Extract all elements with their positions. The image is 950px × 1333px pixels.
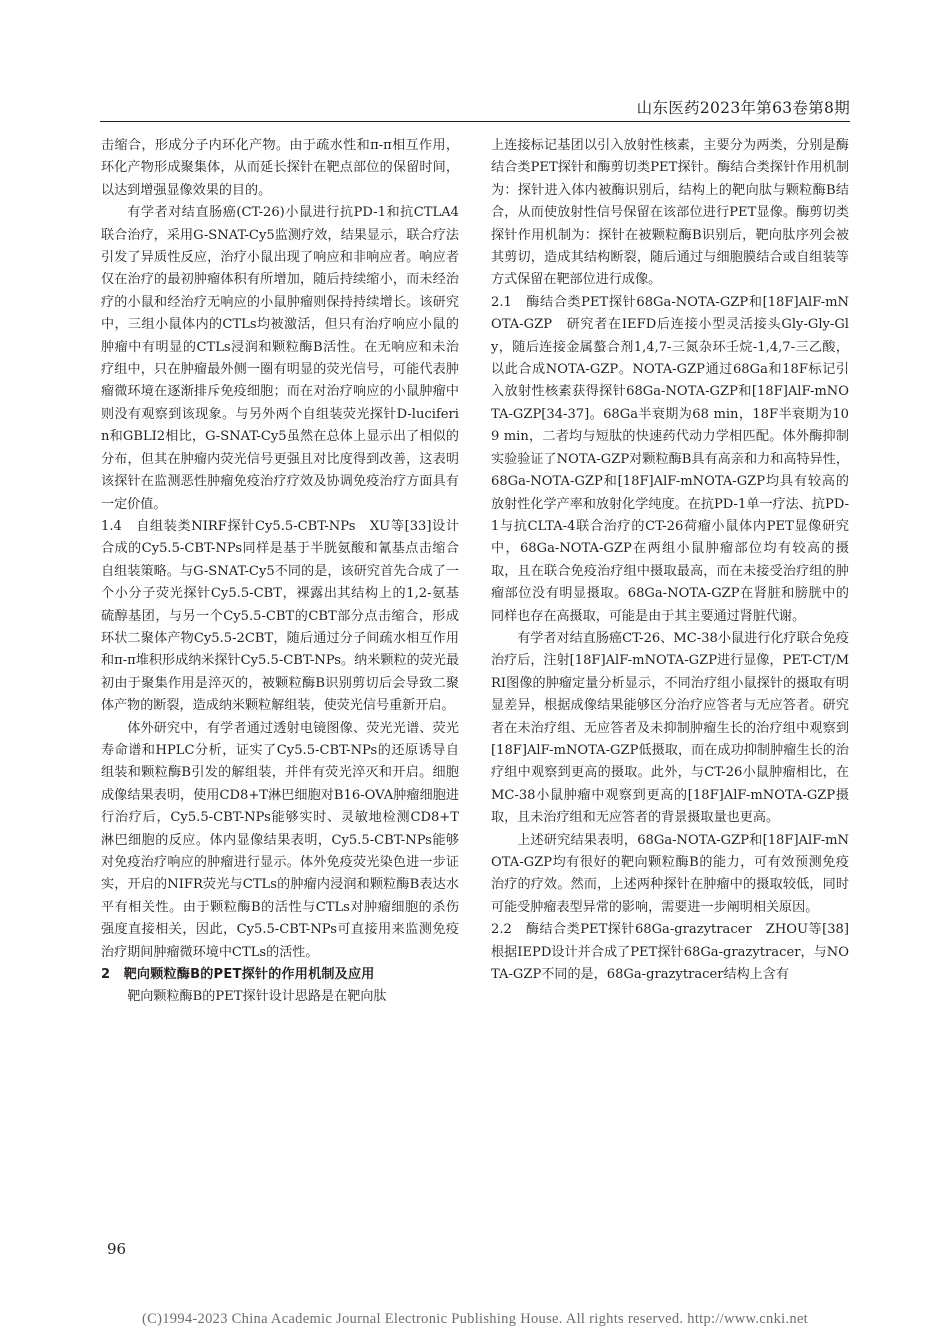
left-column xyxy=(101,135,459,1009)
paragraph: 上述研究结果表明，68Ga-NOTA-GZP和[18F]AlF-mNOTA-GZP均有很好的靶向颗粒酶B的能力，可有效预测免疫治疗的疗效。然而，上述两种探针在肿瘤中的摄取较低，同时可能受肿瘤表型异常的影响，需要进一步阐明相关原因。 xyxy=(491,832,849,915)
section-2-1: 2.1 酶结合类PET探针68Ga-NOTA-GZP和[18F]AlF-mNOTA-GZP 研究者在IEFD后连接小型灵活接头Gly-Gly-Gly，随后连接金属螯合剂1,4,7-三氮杂环壬烷-1,4,7-三乙酸，以此合成NOTA-GZP。NOTA-GZP通过68Ga和18F标记引入放射性核素获得探针68Ga-NOTA-GZP和[18F]AlF-mNOTA-GZP[34-37]。68Ga半衰期为68 min，18F半衰期为109 min，二者均与短肽的快速药代动力学相匹配。体外酶抑制实验验证了NOTA-GZP对颗粒酶B具有高亲和力和高特异性，68Ga-NOTA-GZP和[18F]AlF-mNOTA-GZP均具有较高的放射性化学产率和放射化学纯度。在抗PD-1单一疗法、抗PD-1与抗CLTA-4联合治疗的CT-26荷瘤小鼠体内PET显像研究中，68Ga-NOTA-GZP在两组小鼠肿瘤部位均有较高的摄取，且在联合免疫治疗组中摄取最高，而在未接受治疗组的肿瘤部位没有明显摄取。68Ga-NOTA-GZP在肾脏和膀胱中的同样也存在高摄取，可能是由于其主要通过肾脏代谢。 xyxy=(491,294,849,624)
journal-header: 山东医药2023年第63卷第8期 xyxy=(636,99,850,117)
paragraph: 靶向颗粒酶B的PET探针设计思路是在靶向肽 xyxy=(127,989,387,1005)
paragraph: 有学者对结直肠癌(CT-26)小鼠进行抗PD-1和抗CTLA4联合治疗，采用G-SNAT-Cy5监测疗效，结果显示，联合疗法引发了异质性反应，治疗小鼠出现了响应和非响应者。响应者仅在治疗的最初肿瘤体积有所增加，随后持续缩小，而未经治疗的小鼠和经治疗无响应的小鼠肿瘤则保持持续增长。该研究中，三组小鼠体内的CTLs均被激活，但只有治疗响应小鼠的肿瘤中有明显的CTLs浸润和颗粒酶B活性。在无响应和未治疗组中，只在肿瘤最外侧一圈有明显的荧光信号，可能代表肿瘤微环境在逐渐排斥免疫细胞；而在对治疗响应的小鼠肿瘤中则没有观察到该现象。与另外两个自组装荧光探针D-luciferin和GBLI2相比，G-SNAT-Cy5虽然在总体上显示出了相似的分布，但其在肿瘤内荧光信号更强且对比度得到改善，这表明该探针在监测恶性肿瘤免疫治疗疗效及协调免疫治疗方面具有一定价值。 xyxy=(101,205,459,512)
paragraph: 有学者对结直肠癌CT-26、MC-38小鼠进行化疗联合免疫治疗后，注射[18F]AlF-mNOTA-GZP进行显像，PET-CT/MRI图像的肿瘤定量分析显示，不同治疗组小鼠探针的摄取有明显差异，根据成像结果能够区分治疗应答者与无应答者。研究者在未治疗组、无应答者及未抑制肿瘤生长的治疗组中观察到[18F]AlF-mNOTA-GZP低摄取，而在成功抑制肿瘤生长的治疗组中观察到更高的摄取。此外，与CT-26小鼠肿瘤相比，在MC-38小鼠肿瘤中观察到更高的[18F]AlF-mNOTA-GZP摄取，且未治疗组和无应答者的背景摄取量也更高。 xyxy=(491,630,849,826)
section-2-heading: 2 靶向颗粒酶B的PET探针的作用机制及应用 xyxy=(101,967,375,983)
section-1-4: 1.4 自组装类NIRF探针Cy5.5-CBT-NPs XU等[33]设计合成的Cy5.5-CBT-NPs同样是基于半胱氨酸和氰基点击缩合自组装策略。与G-SNAT-Cy5不同的是，该研究首先合成了一个小分子荧光探针Cy5.5-CBT，裸露出其结构上的1,2-氨基硫醇基团，与另一个Cy5.5-CBT的CBT部分点击缩合，形成环状二聚体产物Cy5.5-2CBT，随后通过分子间疏水相互作用和π-π堆积形成纳米探针Cy5.5-CBT-NPs。纳米颗粒的荧光最初由于聚集作用是淬灭的，被颗粒酶B识别剪切后会导致二聚体产物的断裂，造成纳米颗粒解组装，使荧光信号重新开启。 xyxy=(101,518,459,714)
paragraph: 击缩合，形成分子内环化产物。由于疏水性和π-π相互作用，环化产物形成聚集体，从而延长探针在靶点部位的保留时间，以达到增强显像效果的目的。 xyxy=(101,138,459,198)
header-rule xyxy=(100,121,850,122)
right-column xyxy=(491,135,849,986)
paragraph: 上连接标记基团以引入放射性核素，主要分为两类，分别是酶结合类PET探针和酶剪切类PET探针。酶结合类探针作用机制为：探针进入体内被酶识别后，结构上的靶向肽与颗粒酶B结合，从而使放射性信号保留在该部位进行PET显像。酶剪切类探针作用机制为：探针在被颗粒酶B识别后，靶向肽序列会被其剪切，造成其结构断裂，随后通过与细胞膜结合或自组装等方式保留在靶部位进行成像。 xyxy=(491,138,849,288)
section-2-2: 2.2 酶结合类PET探针68Ga-grazytracer ZHOU等[38]根据IEPD设计并合成了PET探针68Ga-grazytracer，与NOTA-GZP不同的是，68Ga-grazytracer结构上含有 xyxy=(491,922,849,983)
page-number: 96 xyxy=(107,1240,127,1258)
copyright-footer: (C)1994-2023 China Academic Journal Electronic Publishing House. All rights reserved. http://www.cnki.net xyxy=(141,1311,809,1327)
paragraph: 体外研究中，有学者通过透射电镜图像、荧光光谱、荧光寿命谱和HPLC分析，证实了Cy5.5-CBT-NPs的还原诱导自组装和颗粒酶B引发的解组装，并伴有荧光淬灭和开启。细胞成像结果表明，使用CD8+T淋巴细胞对B16-OVA肿瘤细胞进行治疗后，Cy5.5-CBT-NPs能够实时、灵敏地检测CD8+T淋巴细胞的反应。体内显像结果表明，Cy5.5-CBT-NPs能够对免疫治疗响应的肿瘤进行显示。体外免疫荧光染色进一步证实，开启的NIFR荧光与CTLs的肿瘤内浸润和颗粒酶B表达水平有相关性。由于颗粒酶B的活性与CTLs对肿瘤细胞的杀伤强度直接相关，因此，Cy5.5-CBT-NPs可直接用来监测免疫治疗期间肿瘤微环境中CTLs的活性。 xyxy=(101,720,459,960)
